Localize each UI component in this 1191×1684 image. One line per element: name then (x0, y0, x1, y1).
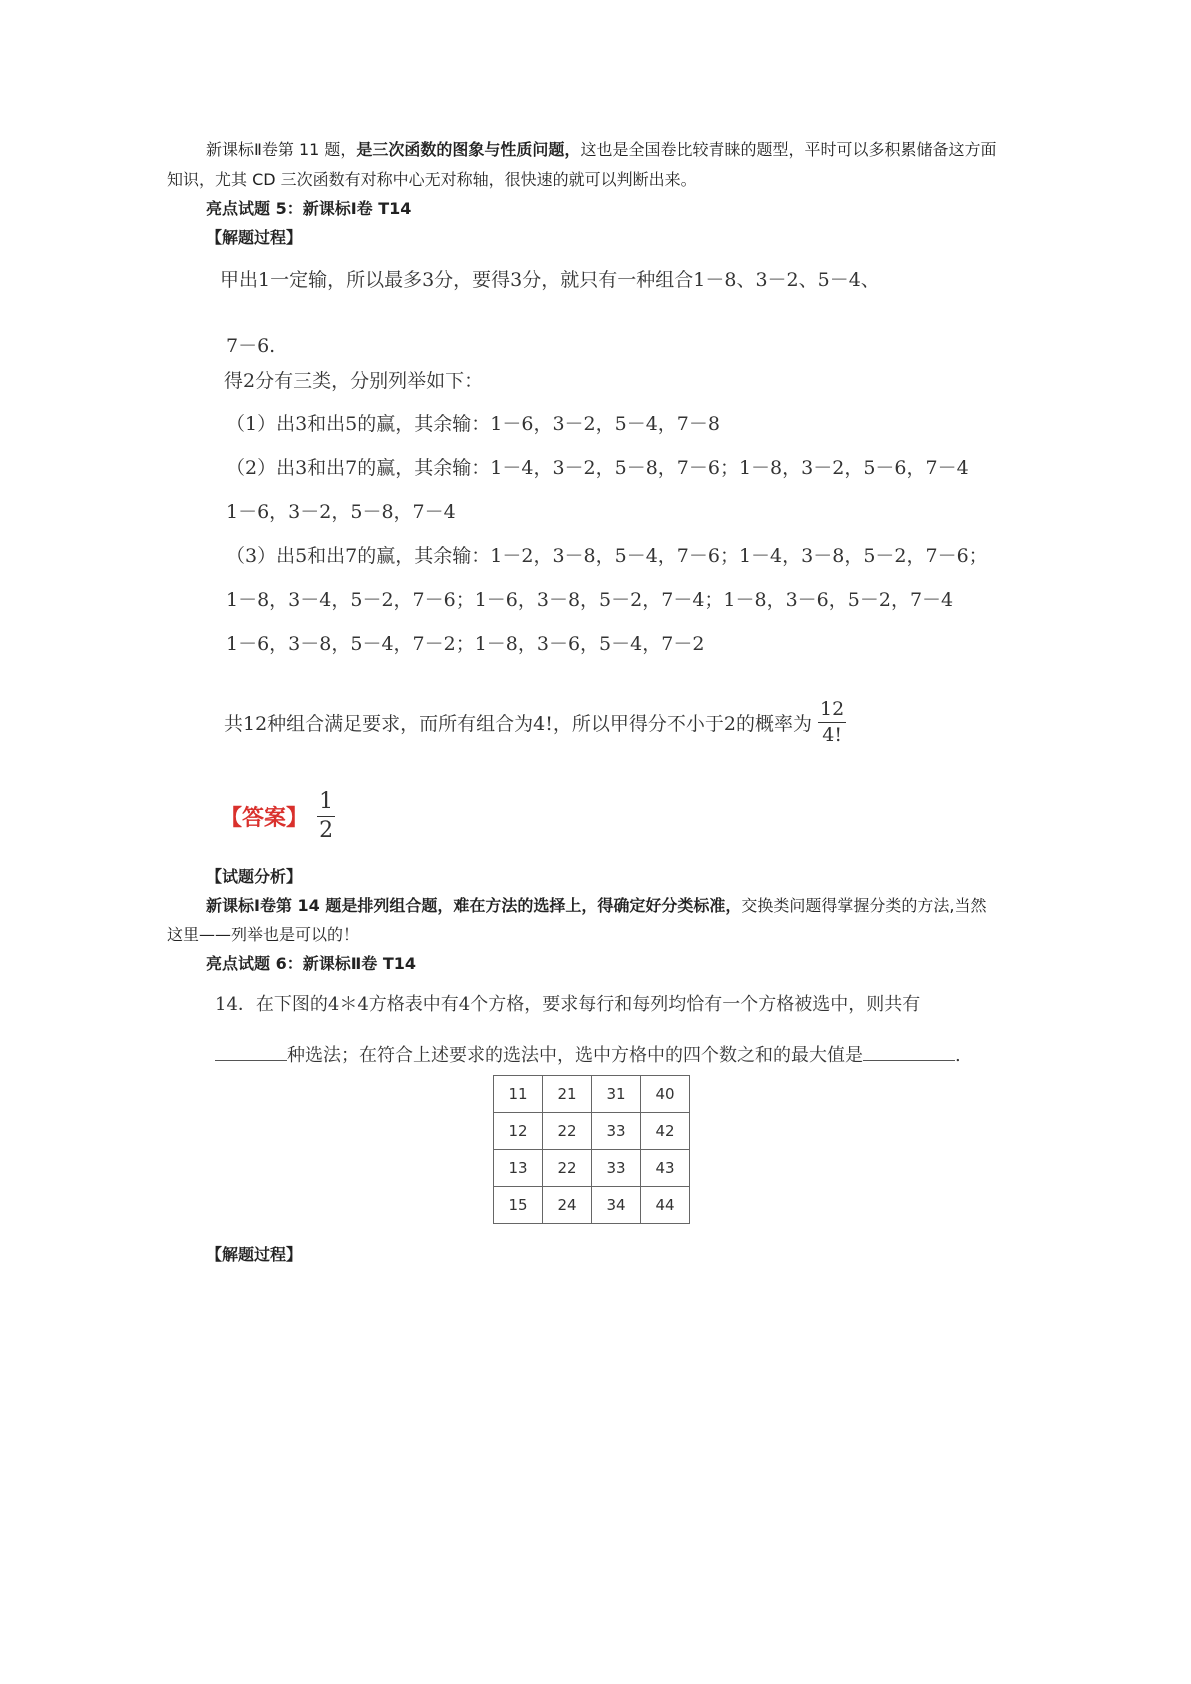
analysis-bold: 新课标Ⅰ卷第 14 题是排列组合题，难在方法的选择上，得确定好分类标准， (206, 896, 742, 915)
answer-numerator: 1 (317, 791, 335, 817)
grid-cell: 42 (641, 1113, 690, 1150)
grid-cell: 31 (592, 1076, 641, 1113)
grid-cell: 15 (494, 1187, 543, 1224)
number-grid (493, 1075, 690, 1224)
grid-cell: 34 (592, 1187, 641, 1224)
grid-cell: 11 (494, 1076, 543, 1113)
grid-row (494, 1150, 690, 1187)
paragraph-1-line-2: 知识，尤其 CD 三次函数有对称中心无对称轴，很快速的就可以判断出来。 (167, 170, 697, 189)
grid-cell: 33 (592, 1150, 641, 1187)
solution-line-5: （2）出3和出7的赢，其余输：1－4，3－2，5－8，7－6；1－8，3－2，5－6，7－4 (226, 457, 969, 479)
grid-cell: 22 (543, 1150, 592, 1187)
number-grid-container (493, 1075, 690, 1224)
grid-row (494, 1113, 690, 1150)
grid-cell: 13 (494, 1150, 543, 1187)
conclusion-text: 共12种组合满足要求，而所有组合为4!，所以甲得分不小于2的概率为 (224, 713, 812, 735)
analysis-heading: 【试题分析】 (206, 867, 303, 886)
para1-part1: 新课标Ⅱ卷第 11 题， (206, 140, 357, 159)
problem-line-2-text: 种选法；在符合上述要求的选法中，选中方格中的四个数之和的最大值是 (287, 1045, 863, 1066)
paragraph-1-line-1 (206, 133, 996, 166)
solution-conclusion (224, 700, 846, 745)
solution-line-1: 甲出1一定输，所以最多3分，要得3分，就只有一种组合1－8、3－2、5－4、 (220, 269, 880, 291)
answer-label: 【答案】 (220, 806, 309, 831)
solution-line-9: 1－6，3－8，5－4，7－2；1－8，3－6，5－4，7－2 (226, 633, 705, 655)
problem-line-2 (215, 1040, 961, 1067)
grid-cell: 21 (543, 1076, 592, 1113)
solution-heading-1: 【解题过程】 (206, 228, 303, 247)
analysis-line-2: 这里——列举也是可以的！ (167, 925, 360, 944)
grid-cell: 33 (592, 1113, 641, 1150)
grid-cell: 40 (641, 1076, 690, 1113)
heading-highlight-5: 亮点试题 5：新课标Ⅰ卷 T14 (206, 199, 412, 218)
para1-bold: 是三次函数的图象与性质问题， (356, 140, 581, 159)
grid-cell: 12 (494, 1113, 543, 1150)
problem-line-1: 14．在下图的4＊4方格表中有4个方格，要求每行和每列均恰有一个方格被选中，则共有 (215, 994, 921, 1015)
answer-block (220, 791, 335, 842)
grid-row (494, 1187, 690, 1224)
grid-cell: 44 (641, 1187, 690, 1224)
solution-line-3: 得2分有三类，分别列举如下： (224, 370, 484, 392)
solution-line-4: （1）出3和出5的赢，其余输：1－6，3－2，5－4，7－8 (226, 413, 720, 435)
solution-line-2: 7－6. (226, 335, 276, 357)
problem-line-2-end: . (955, 1045, 961, 1066)
probability-fraction (818, 700, 846, 745)
analysis-rest: 交换类问题得掌握分类的方法,当然 (741, 896, 987, 915)
heading-highlight-6: 亮点试题 6：新课标Ⅱ卷 T14 (206, 954, 416, 973)
answer-blank-2 (863, 1040, 955, 1061)
fraction-denominator: 4! (822, 724, 842, 746)
grid-cell: 43 (641, 1150, 690, 1187)
para1-part2: 这也是全国卷比较青睐的题型，平时可以多积累储备这方面 (580, 140, 997, 159)
solution-line-6: 1－6，3－2，5－8，7－4 (226, 501, 456, 523)
grid-row (494, 1076, 690, 1113)
grid-cell: 22 (543, 1113, 592, 1150)
answer-blank-1 (215, 1040, 287, 1061)
solution-heading-2: 【解题过程】 (206, 1245, 303, 1264)
answer-denominator: 2 (319, 818, 334, 843)
grid-cell: 24 (543, 1187, 592, 1224)
solution-line-8: 1－8，3－4，5－2，7－6；1－6，3－8，5－2，7－4；1－8，3－6，5－2，7－4 (226, 589, 954, 611)
solution-line-7: （3）出5和出7的赢，其余输：1－2，3－8，5－4，7－6；1－4，3－8，5－2，7－6； (226, 545, 988, 567)
answer-fraction (317, 791, 335, 842)
fraction-numerator: 12 (818, 700, 846, 723)
